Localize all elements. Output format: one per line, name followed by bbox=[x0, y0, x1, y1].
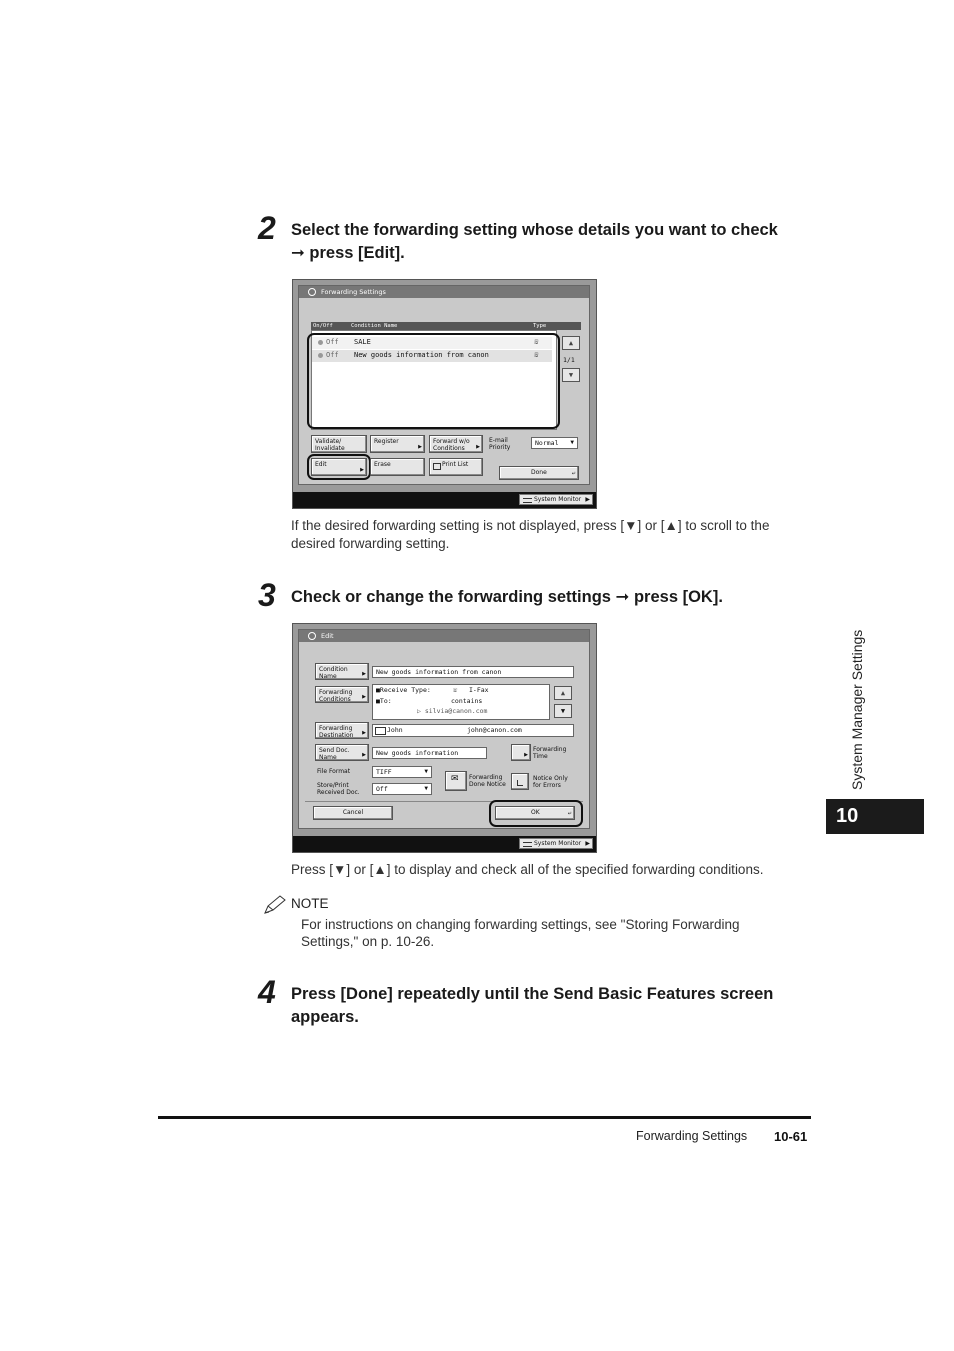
step2-desc-line2: desired forwarding setting. bbox=[291, 536, 450, 551]
done-button[interactable] bbox=[499, 466, 579, 480]
store-print-label: Store/Print Received Doc. bbox=[317, 782, 360, 796]
status-bar bbox=[293, 492, 596, 508]
validate-label: Validate/ Invalidate bbox=[315, 438, 345, 452]
forwarding-destination-field[interactable] bbox=[372, 724, 574, 737]
receive-type-label: ■Receive Type: bbox=[376, 686, 431, 694]
scroll-up-button[interactable]: ▲ bbox=[554, 686, 572, 700]
step3-heading: Check or change the forwarding settings ➞ press [OK]. bbox=[291, 588, 723, 606]
screen-titlebar bbox=[299, 630, 589, 642]
notice-only-errors-label: Notice Only for Errors bbox=[533, 775, 568, 789]
arrow-right-icon: ▶ bbox=[585, 840, 590, 847]
screen-title: Edit bbox=[321, 632, 334, 640]
cancel-button[interactable] bbox=[313, 806, 393, 820]
step-heading-line1: Select the forwarding setting whose details you want to check bbox=[291, 221, 778, 239]
destination-name: John bbox=[387, 726, 403, 734]
fax-type-icon: ☏ bbox=[453, 686, 458, 694]
settings-icon bbox=[308, 632, 316, 640]
chevron-down-icon: ▼ bbox=[424, 785, 428, 792]
print-list-label: Print List bbox=[442, 461, 469, 468]
register-label: Register bbox=[374, 438, 399, 445]
condition-name-value: New goods information from canon bbox=[376, 668, 502, 676]
arrow-right-icon: ▶ bbox=[362, 752, 366, 758]
scroll-up-button[interactable]: ▲ bbox=[562, 336, 580, 350]
note-line1: For instructions on changing forwarding settings, see "Storing Forwarding bbox=[301, 917, 740, 932]
ok-label: OK bbox=[531, 809, 540, 816]
destination-email: john@canon.com bbox=[467, 726, 522, 734]
col-condition-name: Condition Name bbox=[351, 323, 398, 329]
enter-icon: ↵ bbox=[567, 811, 572, 817]
step4-line2: appears. bbox=[291, 1008, 359, 1026]
step2-description bbox=[291, 517, 821, 553]
edit-screenshot bbox=[292, 623, 597, 853]
arrow-right-icon: ▶ bbox=[362, 694, 366, 700]
condition-name-field[interactable] bbox=[372, 666, 574, 678]
arrow-right-icon: ▶ bbox=[362, 671, 366, 677]
address-book-icon bbox=[375, 727, 386, 735]
system-monitor-label: System Monitor bbox=[534, 496, 582, 503]
to-address: ▷ silvia@canon.com bbox=[417, 707, 488, 715]
chevron-down-icon: ▼ bbox=[570, 439, 574, 446]
file-format-value: TIFF bbox=[376, 768, 392, 776]
monitor-icon bbox=[523, 842, 532, 847]
screen-panel bbox=[298, 629, 590, 829]
erase-button[interactable] bbox=[370, 458, 425, 476]
chevron-down-icon: ▼ bbox=[424, 768, 428, 775]
page-number: 10-61 bbox=[774, 1129, 808, 1144]
edit-highlight bbox=[307, 454, 371, 480]
page-indicator: 1/1 bbox=[563, 356, 575, 364]
arrow-right-icon: ▶ bbox=[418, 444, 422, 450]
send-doc-name-label: Send Doc. Name bbox=[319, 747, 350, 761]
store-print-select[interactable] bbox=[372, 783, 432, 795]
footer-rule bbox=[158, 1116, 811, 1119]
chapter-tab: 10 bbox=[826, 799, 924, 834]
forwarding-settings-screenshot bbox=[292, 279, 597, 509]
list-item-status: Off bbox=[326, 351, 339, 359]
forwarding-time-label: Forwarding Time bbox=[533, 746, 567, 760]
forwarding-destination-button[interactable] bbox=[315, 722, 369, 739]
forwarding-conditions-button[interactable] bbox=[315, 686, 369, 703]
send-doc-name-button[interactable] bbox=[315, 744, 369, 761]
list-header bbox=[311, 322, 581, 330]
step-number: 4 bbox=[258, 974, 276, 1010]
step2-desc-line1: If the desired forwarding setting is not displayed, press [▼] or [▲] to scroll to the bbox=[291, 518, 770, 533]
arrow-right-icon: ▶ bbox=[524, 752, 528, 758]
fax-type-icon: ☏ bbox=[534, 337, 539, 346]
priority-select[interactable] bbox=[531, 437, 578, 449]
forwarding-destination-label: Forwarding Destination bbox=[319, 725, 354, 739]
step4-heading bbox=[291, 983, 821, 1029]
fax-type-icon: ☏ bbox=[534, 350, 539, 359]
to-value: contains bbox=[451, 697, 483, 705]
ok-highlight bbox=[489, 800, 583, 827]
step-number: 2 bbox=[258, 210, 276, 246]
list-item-status: Off bbox=[326, 338, 339, 346]
forwarding-time-button[interactable] bbox=[511, 744, 531, 761]
screen-titlebar bbox=[299, 286, 589, 298]
col-type: Type bbox=[533, 323, 547, 329]
register-button[interactable] bbox=[370, 435, 425, 453]
arrow-right-icon: ▶ bbox=[362, 730, 366, 736]
note-heading: NOTE bbox=[291, 896, 329, 911]
monitor-icon bbox=[523, 498, 532, 503]
erase-label: Erase bbox=[374, 461, 391, 468]
scroll-down-button[interactable]: ▼ bbox=[562, 368, 580, 382]
store-print-value: Off bbox=[376, 785, 388, 793]
note-body bbox=[301, 916, 811, 950]
send-doc-name-value: New goods information bbox=[376, 749, 459, 757]
condition-name-label: Condition Name bbox=[319, 666, 348, 680]
footer-section: Forwarding Settings bbox=[636, 1129, 748, 1143]
validate-invalidate-button[interactable] bbox=[311, 435, 367, 453]
list-item-name: New goods information from canon bbox=[354, 351, 489, 359]
system-monitor-label: System Monitor bbox=[534, 840, 582, 847]
system-monitor-button[interactable] bbox=[519, 838, 593, 849]
step3-description: Press [▼] or [▲] to display and check all of the specified forwarding conditions. bbox=[291, 862, 764, 877]
forwarding-conditions-label: Forwarding Conditions bbox=[319, 689, 353, 703]
step-number: 3 bbox=[258, 577, 276, 613]
list-highlight bbox=[307, 333, 560, 429]
conditions-box bbox=[372, 684, 550, 720]
receive-type-value: I-Fax bbox=[469, 686, 489, 694]
col-onoff: On/Off bbox=[313, 323, 333, 329]
arrow-right-icon: ▶ bbox=[360, 467, 364, 473]
print-list-button[interactable] bbox=[429, 458, 483, 476]
email-priority-label: E-mail Priority bbox=[489, 437, 511, 451]
pencil-icon bbox=[262, 894, 288, 916]
step-heading bbox=[291, 219, 821, 265]
notice-only-errors-checkbox[interactable] bbox=[511, 773, 529, 790]
notice-icon: ✉ bbox=[451, 774, 459, 784]
to-label: ■To: bbox=[376, 697, 392, 705]
forwarding-done-notice-button[interactable] bbox=[445, 771, 467, 791]
scroll-down-button[interactable]: ▼ bbox=[554, 704, 572, 718]
forwarding-done-notice-label: Forwarding Done Notice bbox=[469, 774, 506, 788]
list-item-name: SALE bbox=[354, 338, 371, 346]
file-format-label: File Format bbox=[317, 768, 351, 775]
section-side-label: System Manager Settings bbox=[849, 629, 865, 790]
status-bar bbox=[293, 836, 596, 852]
file-format-select[interactable] bbox=[372, 766, 432, 778]
checkbox-icon bbox=[517, 780, 523, 786]
step4-line1: Press [Done] repeatedly until the Send Basic Features screen bbox=[291, 985, 774, 1003]
enter-icon: ↵ bbox=[571, 471, 576, 477]
forward-without-conditions-button[interactable] bbox=[429, 435, 483, 453]
screen-panel bbox=[298, 285, 590, 485]
priority-value: Normal bbox=[535, 439, 559, 447]
printer-icon bbox=[433, 463, 441, 470]
done-label: Done bbox=[531, 469, 547, 476]
condition-name-button[interactable] bbox=[315, 663, 369, 680]
arrow-right-icon: ▶ bbox=[585, 496, 590, 503]
arrow-right-icon: ▶ bbox=[476, 444, 480, 450]
screen-title: Forwarding Settings bbox=[321, 288, 386, 296]
edit-label: Edit bbox=[315, 461, 327, 468]
system-monitor-button[interactable] bbox=[519, 494, 593, 505]
send-doc-name-field[interactable] bbox=[372, 747, 487, 759]
note-line2: Settings," on p. 10-26. bbox=[301, 934, 435, 949]
forward-label: Forward w/o Conditions bbox=[433, 438, 470, 452]
settings-icon bbox=[308, 288, 316, 296]
step-heading-line2: ➞ press [Edit]. bbox=[291, 244, 405, 262]
cancel-label: Cancel bbox=[342, 809, 364, 816]
